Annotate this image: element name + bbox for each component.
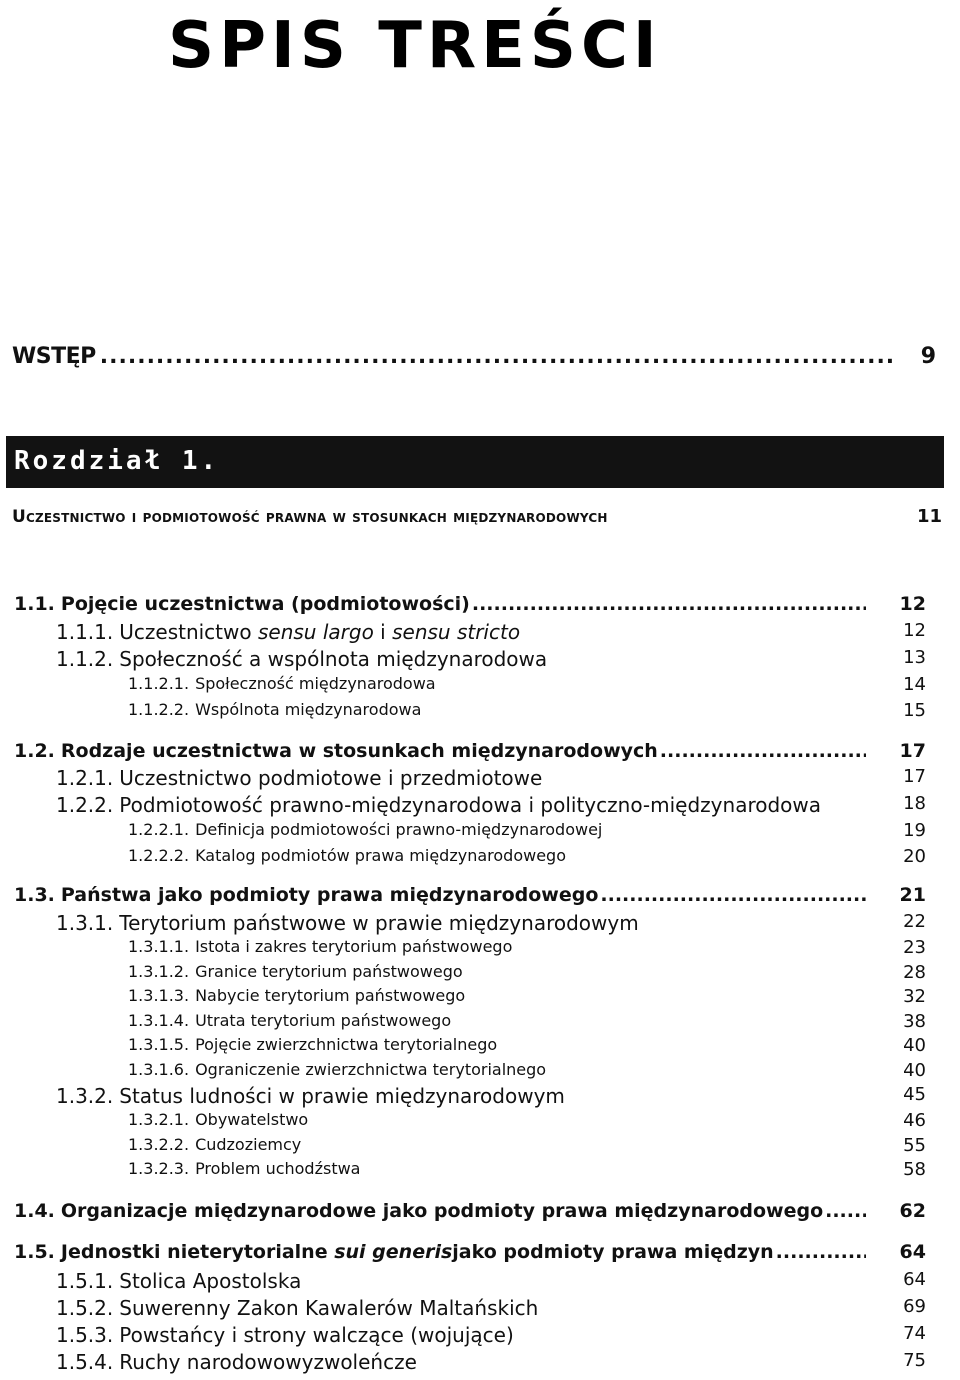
toc-entry-label: Państwa jako podmioty prawa międzynarodowego [60,884,599,906]
toc-entry-label: Obywatelstwo [195,1110,309,1129]
toc-entry[interactable] [14,593,926,615]
toc-entry-label-part: Jednostki nieterytorialne [60,1241,335,1263]
toc-entry-page: 17 [903,766,926,787]
toc-entry[interactable] [14,740,926,762]
toc-entry-number: 1.3. [14,884,55,906]
toc-entry-number: 1.2. [14,740,55,762]
toc-entry-page: 20 [903,846,926,867]
toc-entry[interactable] [56,647,926,671]
toc-entry-label-part: sui generis [334,1241,453,1263]
toc-entry-page: 23 [903,937,926,958]
toc-entry[interactable] [128,986,926,1005]
toc-entry-number: 1.1.2.1. [128,674,190,693]
toc-entry-page: 14 [903,674,926,695]
toc-entry-label: Społeczność międzynarodowa [195,674,436,693]
toc-entry[interactable] [128,1060,926,1079]
toc-entry[interactable] [128,846,926,865]
toc-entry-number: 1.2.2.2. [128,846,190,865]
toc-entry-page: 64 [899,1241,926,1263]
toc-entry-number: 1.5.4. [56,1350,114,1374]
toc-intro-row[interactable] [12,344,936,369]
toc-entry-number: 1.5.1. [56,1269,114,1293]
toc-entry-label: Terytorium państwowe w prawie międzynarodowym [119,911,639,935]
toc-entry-label: Społeczność a wspólnota międzynarodowa [119,647,548,671]
toc-entry[interactable] [14,1241,926,1263]
toc-entry-label: Wspólnota międzynarodowa [195,700,422,719]
leader-dots [825,1200,866,1222]
toc-entry[interactable] [56,1296,926,1320]
toc-entry-number: 1.5. [14,1241,55,1263]
toc-entry-label-part: Uczestnictwo [119,620,258,644]
chapter-band [6,436,944,488]
toc-entry-page: 40 [903,1035,926,1056]
toc-entry-page: 40 [903,1060,926,1081]
toc-entry-label: Cudzoziemcy [195,1135,302,1154]
toc-entry-number: 1.3.1.6. [128,1060,190,1079]
toc-entry-page: 19 [903,820,926,841]
toc-entry[interactable] [128,1159,926,1178]
toc-entry-label: Status ludności w prawie międzynarodowym [119,1084,565,1108]
toc-entry-number: 1.3.2.3. [128,1159,190,1178]
toc-entry-number: 1.1.2.2. [128,700,190,719]
toc-entry-page: 21 [899,884,926,906]
toc-entry-label: Definicja podmiotowości prawno-międzynarodowej [195,820,603,839]
toc-entry-label: Granice terytorium państwowego [195,962,463,981]
toc-entry[interactable] [56,1269,926,1293]
toc-entry[interactable] [56,1084,926,1108]
toc-entry-page: 12 [899,593,926,615]
leader-dots [776,1241,866,1263]
toc-entry-number: 1.1.1. [56,620,114,644]
toc-entry-number: 1.3.1.3. [128,986,190,1005]
toc-entry[interactable] [128,1110,926,1129]
toc-entry-label: Rodzaje uczestnictwa w stosunkach międzynarodowych [60,740,658,762]
toc-entry[interactable] [128,1011,926,1030]
toc-entry-label: Katalog podmiotów prawa międzynarodowego [195,846,566,865]
toc-entry[interactable] [56,766,926,790]
toc-entry-number: 1.5.3. [56,1323,114,1347]
toc-entry-number: 1.3.2. [56,1084,114,1108]
toc-entry-page: 22 [903,911,926,932]
toc-entry[interactable] [56,1350,926,1374]
toc-entry-number: 1.3.1.1. [128,937,190,956]
toc-entry-number: 1.5.2. [56,1296,114,1320]
toc-entry-page: 28 [903,962,926,983]
toc-entry-number: 1.3.1.4. [128,1011,190,1030]
toc-entry-label-part: sensu largo [257,620,374,644]
toc-entry-page: 45 [903,1084,926,1105]
toc-entry-label [119,620,520,644]
toc-entry-label: Organizacje międzynarodowe jako podmioty prawa międzynarodowego [60,1200,824,1222]
toc-entry-label: Podmiotowość prawno-międzynarodowa i polityczno-międzynarodowa [119,793,822,817]
toc-entry-page: 12 [903,620,926,641]
toc-entry-page: 74 [903,1323,926,1344]
leader-dots [472,593,866,615]
toc-entry-label: Suwerenny Zakon Kawalerów Maltańskich [119,1296,539,1320]
toc-entry-label: Istota i zakres terytorium państwowego [195,937,513,956]
leader-dots [100,344,892,369]
toc-entry[interactable] [128,962,926,981]
toc-entry-label: Ograniczenie zwierzchnictwa terytorialnego [195,1060,547,1079]
leader-dots [600,884,866,906]
toc-entry-number: 1.3.2.2. [128,1135,190,1154]
toc-entry-page: 75 [903,1350,926,1371]
toc-entry-number: 1.3.1.2. [128,962,190,981]
toc-entry[interactable] [128,674,926,693]
toc-entry-label: Nabycie terytorium państwowego [195,986,466,1005]
toc-entry-page: 69 [903,1296,926,1317]
chapter-title: Uczestnictwo i podmiotowość prawna w stosunkach międzynarodowych [12,507,608,527]
toc-entry-page: 46 [903,1110,926,1131]
toc-entry-page: 18 [903,793,926,814]
toc-entry-label: Problem uchodźstwa [195,1159,361,1178]
toc-entry-number: 1.2.2. [56,793,114,817]
toc-entry-number: 1.4. [14,1200,55,1222]
toc-entry-page: 17 [899,740,926,762]
toc-entry-page: 32 [903,986,926,1007]
toc-entry-page: 15 [903,700,926,721]
toc-entry-number: 1.1. [14,593,55,615]
toc-entry-page: 64 [903,1269,926,1290]
toc-entry-label-part: jako podmioty prawa międzyn [452,1241,774,1263]
toc-entry-number: 1.2.1. [56,766,114,790]
toc-entry-page: 55 [903,1135,926,1156]
toc-intro-page: 9 [920,344,936,369]
toc-entry[interactable] [56,1323,926,1347]
toc-entry-label: Powstańcy i strony walczące (wojujące) [119,1323,514,1347]
toc-entry[interactable] [128,700,926,719]
toc-entry[interactable] [56,911,926,935]
toc-entry-number: 1.3.2.1. [128,1110,190,1129]
toc-entry-label [61,1241,774,1263]
toc-entry-page: 38 [903,1011,926,1032]
page-title: SPIS TREŚCI [168,9,662,83]
toc-entry-label-part: i [373,620,393,644]
toc-entry[interactable] [14,1200,926,1222]
chapter-page: 11 [916,506,942,527]
toc-entry-label: Pojęcie zwierzchnictwa terytorialnego [195,1035,498,1054]
toc-entry[interactable] [56,793,926,817]
toc-entry-page: 62 [899,1200,926,1222]
toc-entry-label-part: sensu stricto [392,620,521,644]
toc-entry[interactable] [14,884,926,906]
chapter-band-label: Rozdział 1. [14,446,220,476]
toc-entry-label: Ruchy narodowowyzwoleńcze [119,1350,417,1374]
toc-entry-label: Utrata terytorium państwowego [195,1011,452,1030]
toc-entry[interactable] [128,820,926,839]
toc-entry[interactable] [128,1135,926,1154]
toc-entry-page: 58 [903,1159,926,1180]
toc-entry-label: Pojęcie uczestnictwa (podmiotowości) [60,593,470,615]
toc-entry-page: 13 [903,647,926,668]
toc-entry-number: 1.3.1. [56,911,114,935]
leader-dots [660,740,866,762]
toc-entry-label: Uczestnictwo podmiotowe i przedmiotowe [119,766,543,790]
toc-entry-label: Stolica Apostolska [119,1269,302,1293]
toc-intro-label: WSTĘP [12,344,96,369]
toc-entry[interactable] [56,620,926,644]
toc-entry-number: 1.2.2.1. [128,820,190,839]
chapter-title-row[interactable] [12,506,942,527]
toc-entry[interactable] [128,937,926,956]
toc-entry[interactable] [128,1035,926,1054]
toc-entry-number: 1.3.1.5. [128,1035,190,1054]
toc-entry-number: 1.1.2. [56,647,114,671]
